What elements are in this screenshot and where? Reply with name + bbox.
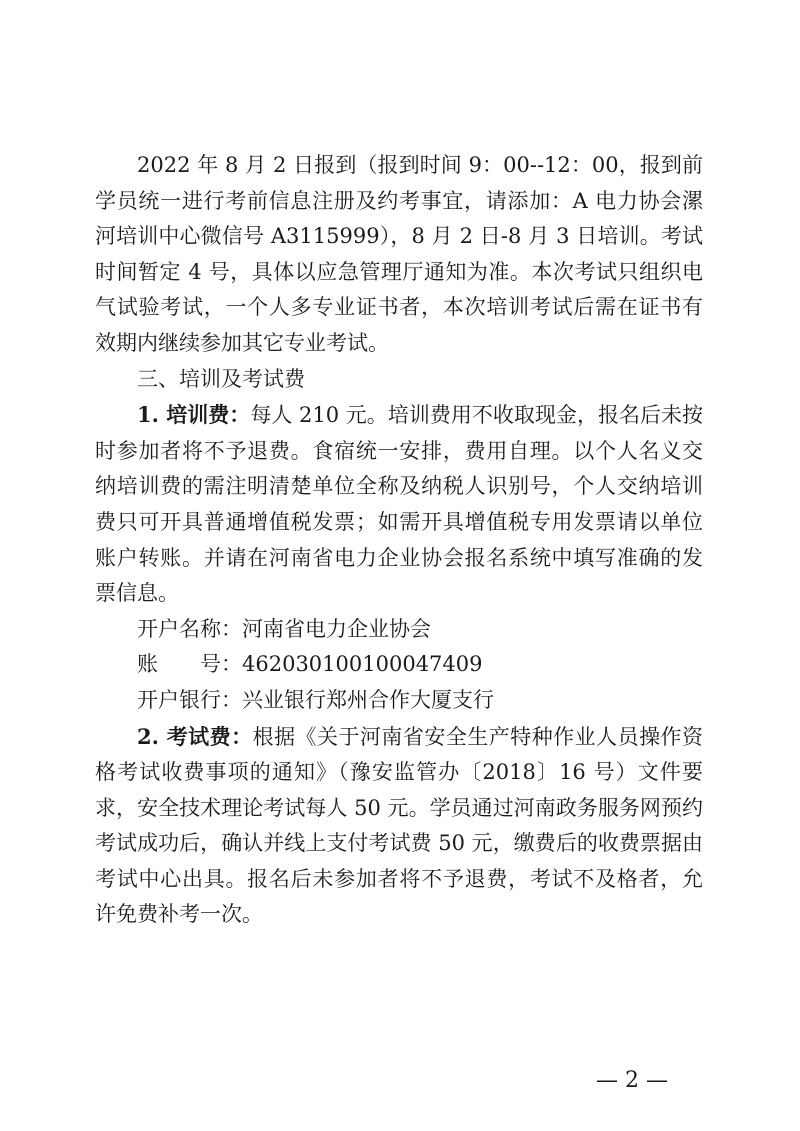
page-number: — 2 — (596, 1068, 668, 1093)
document-body (95, 148, 703, 933)
account-name-label: 开户名称： (137, 616, 242, 641)
account-name-value: 河南省电力企业协会 (242, 616, 431, 641)
registration-paragraph: 2022 年 8 月 2 日报到（报到时间 9：00--12：00，报到前学员统一进行考前信息注册及约考事宜，请添加：A 电力协会漯河培训中心微信号 A3115999），8 月 2 日-8 月 3 日培训。考试时间暂定 4 号，具体以应急管理厅通知为准。本次考试只组织电气试验考试，一个人多专业证书者，本次培训考试后需在证书有效期内继续参加其它专业考试。 (95, 153, 703, 355)
exam-fee-text: 根据《关于河南省安全生产特种作业人员操作资格考试收费事项的通知》（豫安监管办〔2018〕16 号）文件要求，安全技术理论考试每人 50 元。学员通过河南政务服务网预约考试成功后，确认并线上支付考试费 50 元，缴费后的收费票据由考试中心出具。报名后未参加者将不予退费，考试不及格者，允许免费补考一次。 (95, 724, 704, 927)
section-heading: 三、培训及考试费 (137, 366, 305, 391)
account-bank-value: 兴业银行郑州合作大厦支行 (242, 687, 494, 712)
account-name-row (95, 612, 703, 648)
account-bank-row (95, 683, 703, 719)
account-number-label: 账 号： (137, 652, 242, 677)
training-fee-label: 1. 培训费： (137, 402, 251, 428)
training-fee-text: 每人 210 元。培训费用不收取现金，报名后未按时参加者将不予退费。食宿统一安排，费用自理。以个人名义交纳培训费的需注明清楚单位全称及纳税人识别号，个人交纳培训费只可开具普通增值税发票；如需开具增值税专用发票请以单位账户转账。并请在河南省电力企业协会报名系统中填写准确的发票信息。 (95, 403, 704, 606)
account-number-value: 462030100100047409 (242, 652, 483, 677)
training-fee-paragraph (95, 397, 703, 612)
exam-fee-paragraph (95, 719, 703, 934)
account-number-row (95, 647, 703, 683)
exam-fee-label: 2. 考试费： (137, 723, 253, 749)
account-bank-label: 开户银行： (137, 687, 242, 712)
